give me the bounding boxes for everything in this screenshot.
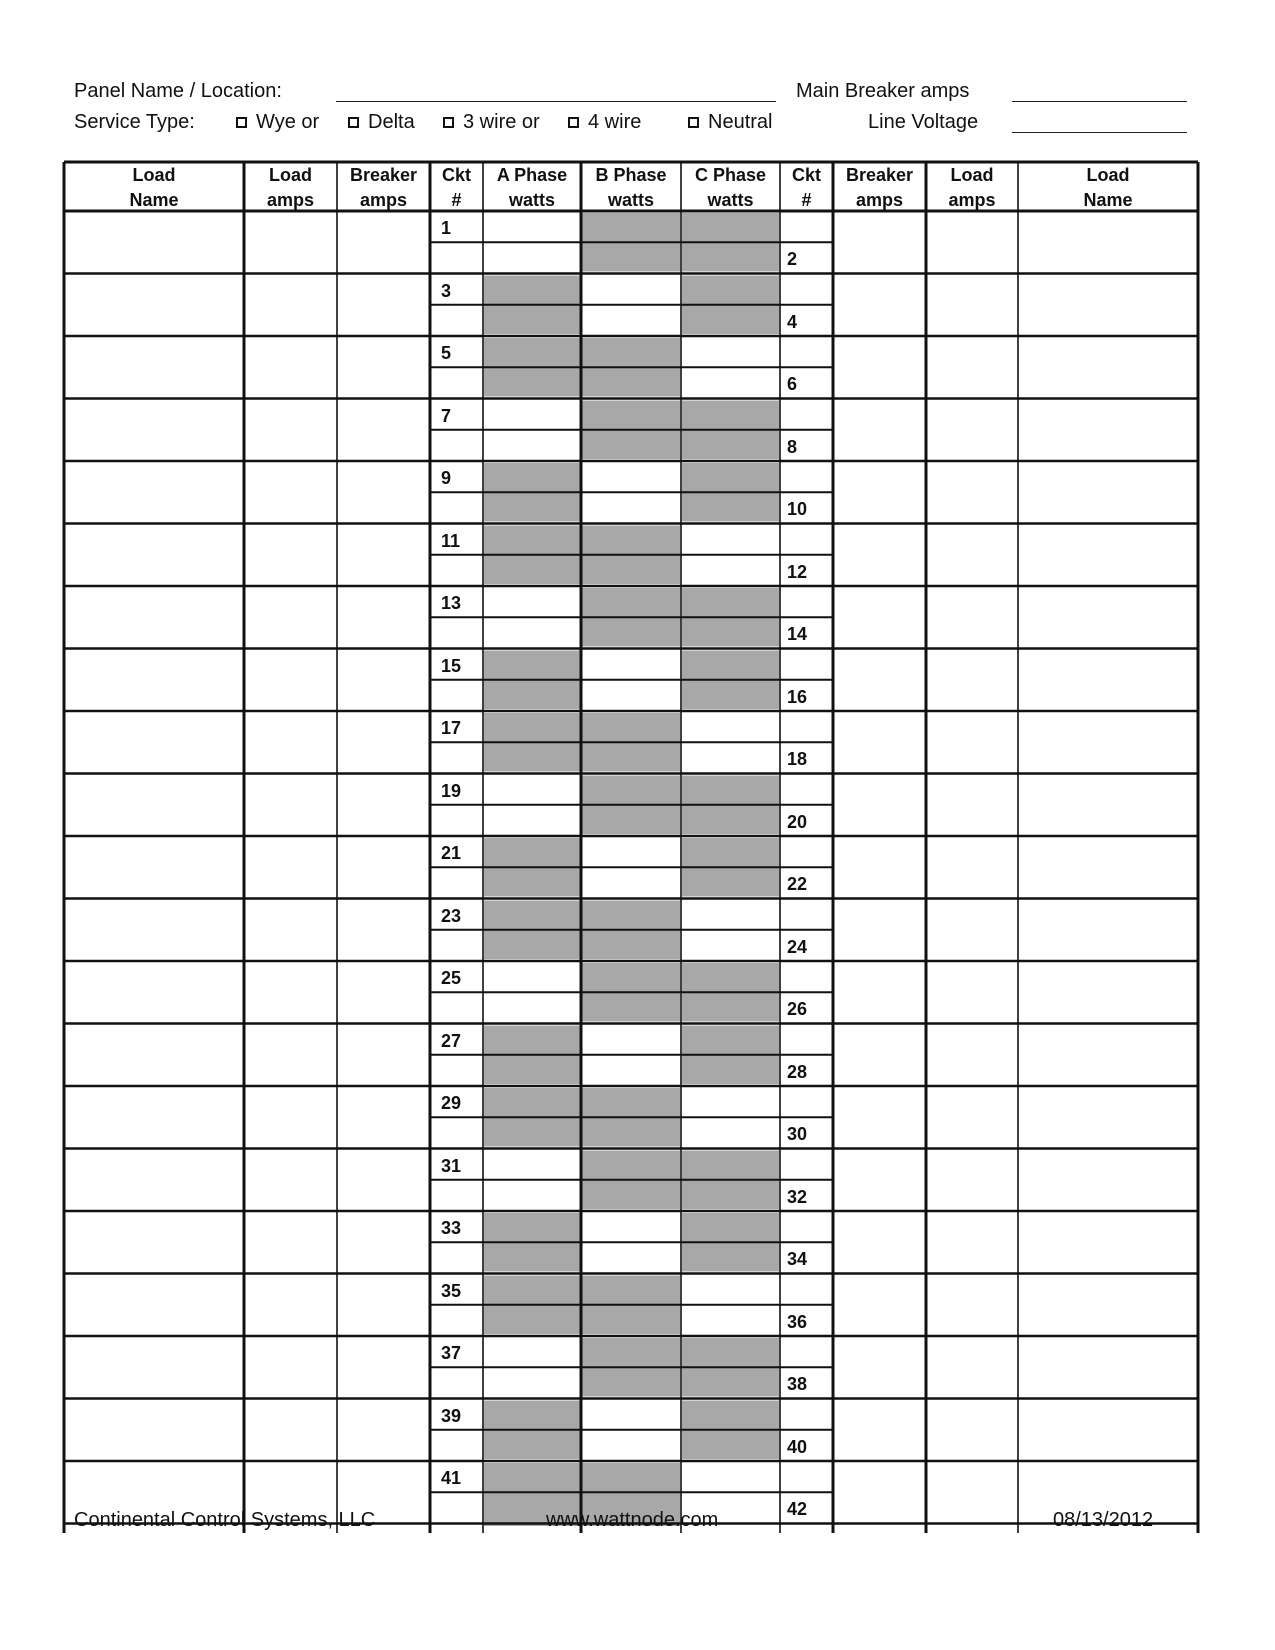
column-header-line: Name (129, 190, 179, 210)
circuit-number-left: 15 (441, 655, 462, 676)
circuit-number-right: 36 (787, 1311, 808, 1332)
circuit-number-left: 21 (441, 843, 462, 863)
column-header-line: amps (855, 190, 904, 210)
column-header-line: watts (607, 190, 654, 210)
circuit-number-right: 16 (787, 686, 808, 707)
circuit-number-right: 40 (787, 1436, 808, 1457)
circuit-number-left: 9 (441, 468, 452, 488)
column-header (244, 163, 337, 213)
circuit-number-right: 8 (787, 436, 798, 457)
circuit-number-right: 6 (787, 374, 798, 395)
circuit-number-left: 13 (441, 593, 462, 613)
column-header-line: amps (359, 190, 408, 210)
circuit-number-right: 38 (787, 1374, 808, 1395)
circuit-number-left: 5 (441, 343, 452, 363)
column-header-line: # (801, 190, 812, 210)
column-header (833, 163, 926, 213)
column-header-line: Ckt (441, 165, 471, 185)
footer-company: Continental Control Systems, LLC (74, 1509, 376, 1531)
column-header-line: Name (1083, 190, 1133, 210)
column-header-line: B Phase (595, 165, 667, 185)
service-type-label: Service Type: (74, 111, 195, 133)
circuit-number-right: 22 (787, 874, 808, 895)
circuit-number-right: 12 (787, 561, 808, 582)
column-header-line: Load (269, 165, 312, 185)
footer-website[interactable]: www.wattnode.com (546, 1509, 719, 1531)
circuit-number-right: 42 (787, 1499, 808, 1520)
column-header (581, 163, 681, 213)
line-voltage-label: Line Voltage (868, 111, 979, 133)
circuit-number-right: 28 (787, 1061, 808, 1082)
circuit-number-left: 3 (441, 280, 452, 301)
circuit-number-right: 26 (787, 999, 808, 1020)
circuit-number-left: 17 (441, 718, 462, 738)
circuit-number-left: 41 (441, 1468, 462, 1488)
column-header (926, 163, 1018, 213)
option-4-wire[interactable]: 4 wire (568, 111, 641, 134)
column-header-line: watts (707, 190, 754, 210)
circuit-number-left: 33 (441, 1218, 462, 1238)
option-wye[interactable]: Wye or (236, 111, 319, 134)
circuit-number-right: 34 (787, 1249, 808, 1270)
circuit-number-left: 35 (441, 1280, 462, 1301)
circuit-number-left: 39 (441, 1405, 462, 1426)
column-header (1018, 163, 1198, 213)
column-header-line: Load (950, 165, 994, 185)
circuit-number-left: 11 (441, 530, 461, 551)
circuit-number-left: 29 (441, 1093, 462, 1113)
option-delta[interactable]: Delta (348, 111, 415, 134)
circuit-number-right: 20 (787, 811, 808, 832)
column-header (681, 163, 780, 213)
circuit-number-right: 4 (787, 311, 798, 332)
column-header (64, 163, 244, 213)
column-header-line: Breaker (349, 165, 418, 185)
circuit-number-left: 23 (441, 905, 462, 926)
column-header-line: C Phase (694, 165, 767, 185)
circuit-number-left: 27 (441, 1030, 462, 1051)
circuit-number-right: 32 (787, 1186, 808, 1207)
circuit-number-left: 1 (441, 218, 452, 238)
column-header-line: watts (508, 190, 555, 210)
circuit-number-right: 18 (787, 749, 808, 770)
circuit-number-right: 30 (787, 1124, 808, 1145)
circuit-number-right: 10 (787, 499, 808, 520)
circuit-number-right: 24 (787, 936, 808, 957)
column-header-line: Ckt (791, 165, 821, 185)
column-header (780, 163, 833, 213)
circuit-number-left: 7 (441, 405, 452, 426)
panel-name-label: Panel Name / Location: (74, 80, 282, 102)
column-header (337, 163, 430, 213)
circuit-number-left: 37 (441, 1343, 462, 1363)
column-header-line: Load (132, 165, 176, 185)
column-header-line: Breaker (845, 165, 914, 185)
option-neutral[interactable]: Neutral (688, 111, 772, 134)
column-header-line: A Phase (496, 165, 568, 185)
option-3-wire[interactable]: 3 wire or (443, 111, 540, 134)
circuit-number-left: 31 (441, 1155, 462, 1176)
column-header-line: Load (1086, 165, 1130, 185)
column-header-line: # (451, 190, 462, 210)
column-header (483, 163, 581, 213)
column-header-line: amps (266, 190, 315, 210)
footer-date: 08/13/2012 (1053, 1509, 1154, 1531)
circuit-number-left: 25 (441, 968, 462, 988)
circuit-number-right: 14 (787, 624, 808, 645)
circuit-number-right: 2 (787, 249, 798, 270)
column-header-line: amps (948, 190, 996, 210)
main-breaker-label: Main Breaker amps (796, 80, 970, 102)
circuit-number-left: 19 (441, 780, 462, 801)
column-header (430, 163, 483, 213)
